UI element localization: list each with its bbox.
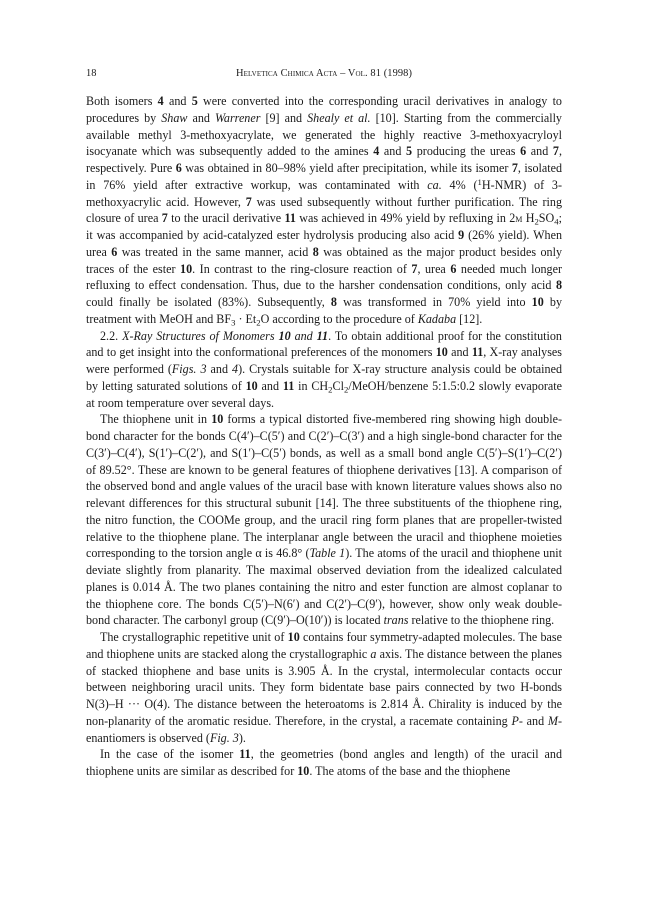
journal-title: Helvetica Chimica Acta – Vol. 81 (1998): [235, 68, 413, 79]
paragraph-xray-intro: 2.2. X-Ray Structures of Monomers 10 and 11. To obtain additional proof for the constitution and to get insight into the conformational preferences of the monomers 10 and 11, X-ray analyses were performed (Figs. 3 and 4). Crystals suitable for X-ray structure analysis could be obtained by letting saturated solutions of 10 and 11 in $CH_2Cl_2/MeOH$/benzene 5:1.5:0.2 slowly evaporate at room temperature over several days.: [86, 328, 562, 410]
running-header: [86, 67, 562, 81]
paragraph-isomer-11: In the case of the isomer 11, the geometries (bond angles and length) of the uracil and thiophene units are similar as described for 10. The atoms of the base and the thiophene: [86, 747, 562, 778]
paragraph-crystal-packing: The crystallographic repetitive unit of 10 contains four symmetry-adapted molecules. The base and thiophene units are stacked along the crystallographic a axis. The distance between the planes of stacked thiophene and base units is 3.905 Å. In the crystal, intermolecular contacts occur between neighboring uracil units. They form bidentate base pairs connected by two H-bonds N(3)–H ··· O(4). The distance between the heteroatoms is 2.814 Å. Chirality is induced by the non-planarity of the aromatic residue. Therefore, in the crystal, a racemate containing P- and M-enantiomers is observed (Fig. 3).: [86, 630, 562, 745]
paragraph-thiophene-geometry: The thiophene unit in 10 forms a typical distorted five-membered ring showing high double-bond character for the bonds C(4′)–C(5′) and C(2′)–C(3′) and a high single-bond character for the C(3′)–C(4′), S(1′)–C(2′), and S(1′)–C(5′) bonds, as well as a small bond angle C(5′)–S(1′)–C(2′) of 89.52°. These are known to be general features of thiophene derivatives [13]. A comparison of the observed bond and angle values of the uracil base with known literature values shows also no relevant differences for this structural subunit [14]. The three substituents of the thiophene ring, the nitro function, the COOMe group, and the uracil ring form planes that are propeller-twisted relative to the thiophene plane. The interplanar angle between the uracil and thiophene moieties corresponding to the torsion angle α is 46.8° (Table 1). The atoms of the uracil and thiophene unit deviate slightly from planarity. The maximal observed deviation from the idealized calculated planes is 0.014 Å. The two planes containing the nitro and ester function are almost coplanar to the thiophene core. The bonds C(5′)–N(6′) and C(2′)–C(9′), however, show only weak double-bond character. The carbonyl group (C(9′)–O(10′)) is located trans relative to the thiophene ring.: [86, 412, 562, 628]
page-number: 18: [86, 68, 97, 79]
article-body: [86, 93, 562, 780]
paragraph-uracil-synthesis: Both isomers 4 and 5 were converted into the corresponding uracil derivatives in analogy to procedures by Shaw and Warrener [9] and Shealy et al. [10]. Starting from the commercially available methyl 3-methoxyacrylate, we generated the highly reactive 3-methoxyacryloyl isocyanate which was subsequently added to the amines 4 and 5 producing the ureas 6 and 7, respectively. Pure 6 was obtained in 80–98% yield after precipitation, while its isomer 7, isolated in 76% yield after extractive workup, was contaminated with ca. 4% ($^1$H-NMR) of 3-methoxyacrylic acid. However, 7 was used subsequently without further purification. The ring closure of urea 7 to the uracil derivative 11 was achieved in 49% yield by refluxing in 2m $H_2SO_4$; it was accompanied by acid-catalyzed ester hydrolysis producing also acid 9 (26% yield). When urea 6 was treated in the same manner, acid 8 was obtained as the major product besides only traces of the ester 10. In contrast to the ring-closure reaction of 7, urea 6 needed much longer refluxing to effect condensation. Thus, due to the harsher condensation conditions, only acid 8 could finally be isolated (83%). Subsequently, 8 was transformed in 70% yield into 10 by treatment with MeOH and $BF_3 \cdot Et_2O$ according to the procedure of Kadaba [12].: [86, 94, 562, 328]
